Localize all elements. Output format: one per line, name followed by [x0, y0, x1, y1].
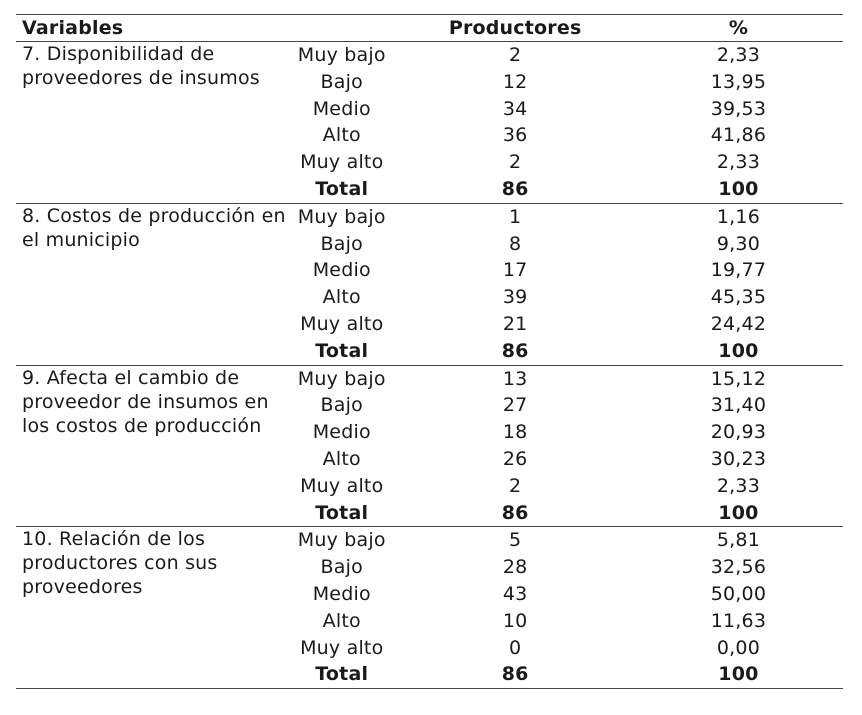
percent-cell: 5,81: [716, 529, 760, 552]
variable-name-cell: [16, 365, 287, 527]
total-label: Total: [315, 663, 369, 686]
productores-cell: 28: [502, 556, 528, 579]
variable-group-9: [16, 365, 843, 527]
table-header-row: [16, 15, 843, 42]
header-variables: Variables: [22, 17, 124, 39]
productores-cell: 13: [502, 367, 528, 390]
category-cell: Bajo: [320, 232, 363, 255]
productores-cell: 34: [502, 97, 528, 120]
productores-cell: 17: [502, 259, 528, 282]
total-productores: 86: [501, 501, 529, 524]
header-percent: %: [728, 17, 749, 39]
total-label: Total: [315, 177, 369, 200]
survey-results-table: [16, 14, 843, 689]
category-cell: Muy bajo: [297, 205, 386, 228]
percent-cell: 2,33: [716, 474, 760, 497]
total-percent: 100: [718, 339, 759, 362]
percent-cell: 15,12: [710, 367, 767, 390]
productores-cell: 5: [508, 529, 522, 552]
percent-cell: 50,00: [710, 582, 767, 605]
category-cell: Muy alto: [300, 474, 384, 497]
percent-cell: 24,42: [710, 312, 767, 335]
productores-cell: 18: [502, 421, 528, 444]
productores-cell: 12: [502, 70, 528, 93]
percent-cell: 32,56: [710, 556, 767, 579]
total-label: Total: [315, 501, 369, 524]
productores-cell: 1: [508, 205, 522, 228]
productores-cell: 2: [508, 151, 522, 174]
category-cell: Muy bajo: [297, 529, 386, 552]
productores-cell: 8: [508, 232, 522, 255]
percent-cell: 1,16: [716, 205, 760, 228]
variable-name: 7. Disponibilidad de proveedores de insumos: [22, 43, 260, 89]
category-cell: Bajo: [320, 70, 363, 93]
percent-cell: 30,23: [710, 447, 767, 470]
percent-cell: 0,00: [716, 636, 760, 659]
category-cell: Muy alto: [300, 151, 384, 174]
productores-cell: 27: [502, 394, 528, 417]
variable-group-7: [16, 42, 843, 204]
total-percent: 100: [718, 177, 759, 200]
percent-cell: 39,53: [710, 97, 767, 120]
total-percent: 100: [718, 501, 759, 524]
variable-group-8: [16, 203, 843, 365]
variable-name-cell: [16, 42, 287, 204]
variable-name-cell: [16, 203, 287, 365]
productores-cell: 0: [508, 636, 522, 659]
category-cell: Bajo: [320, 556, 363, 579]
category-cell: Muy alto: [300, 636, 384, 659]
percent-cell: 2,33: [716, 44, 760, 66]
category-cell: Bajo: [320, 394, 363, 417]
productores-cell: 2: [508, 44, 522, 66]
productores-cell: 21: [502, 312, 528, 335]
percent-cell: 19,77: [710, 259, 767, 282]
total-productores: 86: [501, 177, 529, 200]
category-cell: Muy bajo: [297, 44, 386, 66]
productores-cell: 36: [502, 124, 528, 147]
productores-cell: 10: [502, 609, 528, 632]
category-cell: Medio: [312, 97, 371, 120]
total-productores: 86: [501, 663, 529, 686]
table-row: [16, 527, 843, 554]
variable-name: 9. Afecta el cambio de proveedor de insumos en los costos de producción: [22, 366, 269, 437]
table-row: [16, 365, 843, 392]
percent-cell: 45,35: [710, 286, 767, 309]
category-cell: Alto: [322, 609, 361, 632]
category-cell: Medio: [312, 421, 371, 444]
productores-cell: 39: [502, 286, 528, 309]
category-cell: Muy bajo: [297, 367, 386, 390]
category-cell: Alto: [322, 286, 361, 309]
percent-cell: 13,95: [710, 70, 767, 93]
productores-cell: 43: [502, 582, 528, 605]
table-row: [16, 203, 843, 230]
percent-cell: 9,30: [716, 232, 760, 255]
percent-cell: 11,63: [710, 609, 767, 632]
total-productores: 86: [501, 339, 529, 362]
category-cell: Medio: [312, 582, 371, 605]
percent-cell: 31,40: [710, 394, 767, 417]
category-cell: Muy alto: [300, 312, 384, 335]
category-cell: Alto: [322, 124, 361, 147]
variable-name-cell: [16, 527, 287, 689]
percent-cell: 2,33: [716, 151, 760, 174]
productores-cell: 26: [502, 447, 528, 470]
header-productores: Productores: [448, 17, 582, 39]
percent-cell: 20,93: [710, 421, 767, 444]
category-cell: Alto: [322, 447, 361, 470]
variable-name: 8. Costos de producción en el municipio: [22, 204, 286, 251]
variable-name: 10. Relación de los productores con sus proveedores: [22, 528, 218, 599]
productores-cell: 2: [508, 474, 522, 497]
table-row: [16, 42, 843, 69]
header-category: [287, 15, 396, 42]
category-cell: Medio: [312, 259, 371, 282]
variable-group-10: [16, 527, 843, 689]
percent-cell: 41,86: [710, 124, 767, 147]
total-percent: 100: [718, 663, 759, 686]
total-label: Total: [315, 339, 369, 362]
